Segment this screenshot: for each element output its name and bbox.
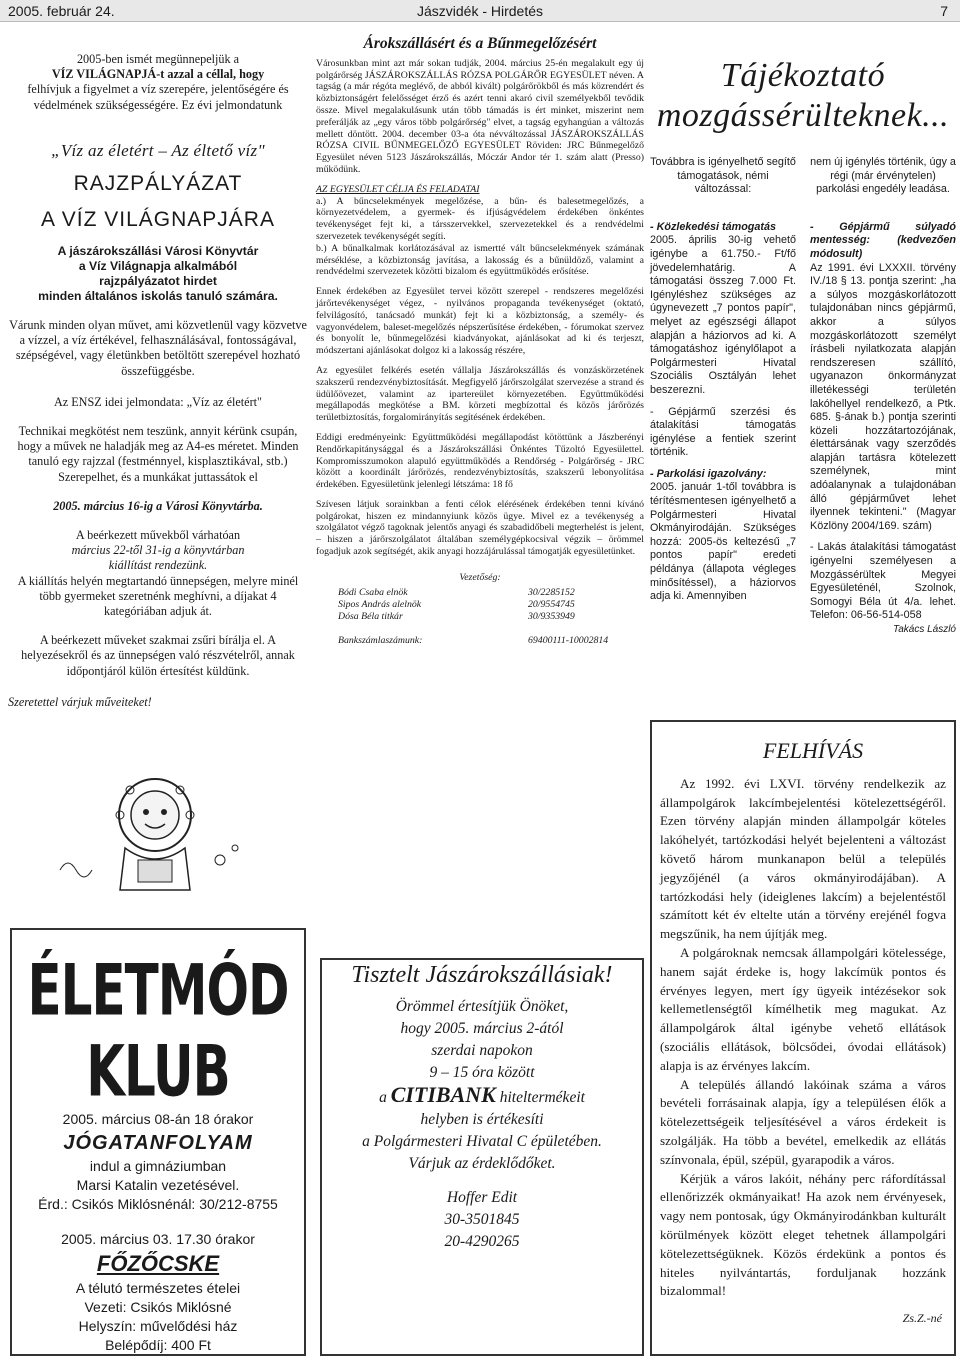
text-block: nem új igénylés történik, úgy a régi (már érvénytelen) parkolási engedély leadása. — [810, 156, 956, 196]
ad-line: helyben is értékesíti — [420, 1111, 544, 1128]
ad-line: hogy 2005. március 2-ától — [400, 1020, 564, 1037]
contact-name: Hoffer Edit — [446, 1189, 518, 1206]
board-member — [338, 611, 644, 623]
ad-line: 9 – 15 óra között — [429, 1064, 535, 1081]
bank-label: Bankszámlaszámunk: — [338, 634, 423, 646]
text-block: 2005. január 1-től továbbra is térítésmentesen igényelhető a Polgármesteri Hivatal Okmányirodáján. Szükséges hozzá: 2005-ös keltezésű „7 pontos papír" eredeti példánya (állapota végleges minősítéssel), a háziorvos adja ki. Amennyiben — [650, 481, 796, 603]
text-block: 2005. április 30-ig vehető igénybe a 61.750.- Ft/fő jövedelemhatárig. A támogatási összeg 7.000 Ft. Igényléshez szükséges az úgynevezett „7 pontos papír", melyet az egészségi állapot alapján a háziorvos ad ki. A támogatáshoz igénylőlapot a Polgármesteri Hivatal Szociális Osztályán lehet beszerezni. — [650, 234, 796, 396]
signature: Szeretettel várjuk műveiteket! — [8, 694, 152, 709]
contact-phone: 30-3501845 — [444, 1211, 520, 1228]
text-block: - Gépjármű súlyadó mentesség: (kedvezően módosult) — [810, 220, 956, 260]
text-block: Az 1991. évi LXXXII. törvény IV./18 § 13. pontja szerint: „ha a súlyos mozgáskorlátozott tulajdonában nincs gépjármű, akkor a súlyos mozgáskorlátozott személyt írásbeli nyilatkozata alapján rendszeresen szállító, ugyanazon önkormányzat illetékességi területén lakóhellyel rendelkező, a Ptk. 685. §-ának b.) pontja szerinti közeli hozzátartozójának, élettársának vagy szerződés alapján tartásra kötelezett személynek, mint adóalanynak a tulajdonában álló gépjárművet lehet ilyennek tekinteni." (Magyar Közlöny 2004/169. szám) — [810, 261, 956, 532]
board-member — [338, 587, 644, 599]
signature: Takács László — [893, 624, 956, 635]
notice-paragraph: Az 1992. évi LXVI. törvény rendelkezik az állampolgárok lakcímbejelentési kötelezettségéről. Ezen törvény alapján minden állampolgár köteles lakóhelyét, tartózkodási helyét bejelenteni a változást követő három munkanapon belül a település jegyzőjénél (a város okmányirodájában). A tartózkodási hely (ideiglenes lakcím) a bejelentéstől számított két év eltelte után a törvény erejénél fogva megszűnik, ha nem újítják meg. — [660, 775, 946, 942]
page-number: 7 — [940, 3, 948, 19]
board-member — [338, 599, 644, 611]
klub-title: ÉLETMÓD KLUB — [27, 950, 289, 1113]
header-title: Jászvidék - Hirdetés — [416, 3, 544, 19]
klub-line: 2005. március 03. 17.30 órakor — [61, 1231, 255, 1247]
body-paragraph: A beérkezett műveket szakmai zsűri bírálja el. A helyezésekről és az ünnepségen való részvételről, annak időpontjáról külön értesítést küldünk. — [21, 633, 295, 678]
citibank-ad — [320, 958, 644, 1356]
body-paragraph: Ennek érdekében az Egyesület tervei között szerepel - rendszeres megelőzési járőrtevékenységet végez, - nyilvános propaganda tevékenységet (oktató, felvilágosító, tanácsadó munkát) fejt ki a közbiztonság, a személy- és vagyonvédelem, baleset-megelőzés népszerűsítése érdekében, - fórumokat szervez és bonyolít le, bűnmegelőzési kiadványokat, ajánlásokat ad ki és terjeszt, módszertani ajánlásokat dolgoz ki a lakosság részére, — [316, 286, 644, 357]
notice-paragraph: A polgároknak nemcsak állampolgári kötelessége, hanem saját érdeke is, hogy lakcímük pontos és érvényes legyen, mert így ügyeik intézésekor sok kellemetlenségtől kímélhetik meg magukat. Az állampolgárok által igénybe vehető ellátások (szociális ellátások, bölcsődei, óvodai ellátások) alapja is az érvényes lakcím. — [660, 944, 946, 1073]
klub-line: Helyszín: művelődési ház — [78, 1318, 238, 1334]
intro-line: védelmének szükségességére. Ez évi jelmondatunk — [33, 97, 283, 112]
klub-line: Érd.: Csikós Miklósnénál: 30/212-8755 — [38, 1196, 278, 1212]
ad-line: szerdai napokon — [431, 1042, 533, 1059]
board-list — [316, 572, 644, 647]
diver-illustration — [20, 760, 290, 900]
body-paragraph: A kiállítás helyén megtartandó ünnepségen, melyre minél több gyermeket szeretnénk meghívni, a díjakat 4 kategóriában adjuk át. — [17, 573, 299, 619]
ad-line: a Polgármesteri Hivatal C épületében. — [362, 1133, 602, 1150]
bank-name: CITIBANK — [390, 1082, 496, 1107]
rajz-title-1: RAJZPÁLYÁZAT — [73, 172, 243, 196]
bank-number: 69400111-10002814 — [528, 634, 609, 646]
lead-line: minden általános iskolás tanuló számára. — [38, 289, 278, 304]
body-paragraph: Az egyesület felkérés esetén vállalja Jászárokszállás és vonzáskörzetének szakszerű rendezvénybiztosítását. Megfigyelő járőrszolgálat szervezése a strand és üdülőövezet, valamint az ipartereület környezetében. Együttműködési megállapodás megkötése a BM. körzeti megbízottal és közös járőrözés területbiztosítás, forgalomirányítás segítésének érdekében. — [316, 364, 644, 424]
section-subheading: AZ EGYESÜLET CÉLJA ÉS FELADATAI — [316, 183, 480, 195]
mozgasserult-article — [650, 38, 956, 698]
exhib-line: március 22-től 31-ig a könyvtárban — [71, 543, 245, 558]
body-paragraph: Városunkban mint azt már sokan tudják, 2004. március 25-én megalakult egy új polgárőrség JÁSZÁROKSZÁLLÁS RÓZSA POLGÁRŐR EGYESÜLET néven. A tagság (a már régóta meglévő, de abból kivált) polgárőrökből és más közrendért és közbiztonságért felelősséget érző és azért tenni akaró civil személyekből tevődik össze. Mivel megalakulásunk után több támadás is ért minket, miszerint nem preferálják az „egy város több polgárőrség" elvet, a tagság egyhangúan a változás mellett döntött. 2004. december 03-a óta névváltozással JÁSZÁROKSZÁLLÁS RÓZSA CIVIL BŰNMEGELŐZŐ EGYESÜLET Röviden: JRC Bűnmegelőző Egyesület néven 5123 Jászárokszállás, Móczár Andor tér 1. szám alatt (Presso) működünk. — [316, 57, 644, 175]
body-paragraph: b.) A bűnalkalmak korlátozásával az ismertté vált bűncselekmények számának mérséklése, a közbiztonság javítása, a lakosság és a bűnüldöző, valamint a rendvédelmi szervezetek közötti bizalom és együttműködés erősítése. — [316, 242, 644, 278]
member-phone: 30/2285152 — [528, 586, 575, 598]
board-label: Vezetőség: — [459, 571, 501, 583]
notice-paragraph: Kérjük a város lakóit, néhány perc ráfordítással ellenőrizzék okmányaikat! Ha azok nem érvényesek, vagy nem pontosak, úgy Okmányirodánkban kulturált körülmények között eleget tehetnek állampolgári kötelezettségüknek. Közös érdekünk a pontos és hiteles nyilvántartás, forduljanak hozzánk bizalommal! — [660, 1170, 946, 1299]
column-b — [810, 156, 956, 637]
ensz-motto: Az ENSZ idei jelmondata: „Víz az életért" — [53, 394, 262, 409]
klub-line: Marsi Katalin vezetésével. — [76, 1177, 240, 1193]
klub-line: Vezeti: Csikós Miklósné — [84, 1299, 232, 1315]
lead-line: A jászárokszállási Városi Könyvtár — [57, 244, 259, 259]
bank-account — [338, 635, 644, 647]
header-date: 2005. február 24. — [8, 3, 115, 19]
body-paragraph: Technikai megkötést nem teszünk, annyit kérünk csupán, hogy a művek ne haladják meg az A4-es méretet. Minden tanuló egy rajzzal (festménnyel, kisplasztikával, stb.) Szerepelhet, és a munkákat juttassátok el — [17, 424, 299, 484]
title-line-2: mozgássérülteknek... — [656, 97, 950, 134]
deadline: 2005. március 16-ig a Városi Könyvtárba. — [53, 498, 263, 513]
member-name: Dósa Béla titkár — [338, 610, 403, 622]
signature: Zs.Z.-né — [902, 1311, 942, 1326]
article-headline: Árokszállásért és a Bűnmegelőzésért — [363, 35, 597, 52]
intro-line: 2005-ben ismét megünnepeljük a — [76, 52, 240, 66]
klub-event-title: JÓGATANFOLYAM — [63, 1132, 253, 1154]
motto: „Víz az életért – Az éltető víz" — [51, 140, 265, 160]
lead-line: rajzpályázatot hirdet — [99, 274, 217, 289]
jrc-article — [316, 35, 644, 908]
member-name: Bódi Csaba elnök — [338, 586, 408, 598]
exhib-line: A beérkezett művekből várhatóan — [75, 528, 241, 543]
rajz-title-2: A VÍZ VILÁGNAPJÁRA — [41, 208, 275, 232]
lead-line: a Víz Világnapja alkalmából — [78, 259, 238, 274]
body-paragraph: a.) A bűncselekmények megelőzése, a bűn- és balesetmegelőzés, a környezetvédelem, a gyermek- és ifjúságvédelem érdekében önkéntes tevékenységet fejt ki, a társszervekkel, szervezetekkel és a rendvédelmi szervezetek tevékenységét segíti. — [316, 195, 644, 242]
text-block: - Lakás átalakítási támogatást igényelni személyesen a Mozgássérültek Megyei Egyesületénél, Szolnok, Somogyi Béla út 4/a. lehet. Telefon: 06-56-514-058 — [810, 541, 956, 622]
member-phone: 30/9353949 — [528, 610, 575, 622]
text-block: - Gépjármű szerzési és átalakítási támogatás igénylése a fentiek szerint történik. — [650, 405, 796, 459]
member-name: Sipos András alelnök — [338, 598, 422, 610]
body-paragraph: Eddigi eredményeink: Együttműködési megállapodást kötöttünk a Jászberényi Rendőrkapitánysággal és a Jászárokszállási Önkéntes Tűzoltó Egyesülettel. Kompromisszumokon alapuló együttműködés a Rendőrség - Polgárőrség - JRC között a koordinált járőrözés, rendezvénybiztosítás, szakszerű lebonyolítása érdekében. Egyesületünk jelenlegi létszáma: 18 fő — [316, 431, 644, 491]
ad-line: Várjuk az érdeklődőket. — [408, 1155, 556, 1172]
felhivas-notice — [650, 720, 956, 1356]
intro-line: VÍZ VILÁGNAPJÁ-t azzal a céllal, hogy — [51, 67, 265, 82]
two-column-body — [650, 156, 956, 637]
klub-line: indul a gimnáziumban — [89, 1158, 227, 1174]
member-phone: 20/9554745 — [528, 598, 575, 610]
column-a — [650, 156, 796, 637]
ad-text: hiteltermékeit — [499, 1089, 585, 1106]
text-block: - Parkolási igazolvány: — [650, 467, 767, 480]
notice-paragraph: A település állandó lakóinak száma a város bevételi forrásainak alapja, így a településen élők a kötelezettségeik teljesítésével a város érdekeit is szolgálják. Ha több a bevétel, emelkedik az ellátás színvonala, épül, szépül, gyarapodik a város. — [660, 1076, 946, 1167]
text-block: - Közlekedési támogatás — [650, 220, 777, 233]
klub-event-title: FŐZŐCSKE — [96, 1251, 220, 1276]
ad-title: Tisztelt Jászárokszállásiak! — [351, 962, 613, 988]
body-paragraph: Szívesen látjuk sorainkban a fenti célok elérésének érdekében tenni kívánó polgárokat, hiszen ez mindannyiunk közös ügye. Mivel ez a tevékenység a szolgálatot végző tagoknak jelentős anyagi és szabadidőbeli megterhelést is jelent, – hiszen a járőrszolgálatot általában személygépkocsival végzik – örömmel fogadjuk azok segítségét, akik anyagi hozzájárulással támogatják egyesületünket. — [316, 498, 644, 558]
contact-phone: 20-4290265 — [444, 1233, 520, 1250]
klub-line: A télutó természetes ételei — [75, 1280, 241, 1296]
intro-line: felhívjuk a figyelmet a víz szerepére, jelentőségére és — [27, 82, 289, 97]
klub-line: 2005. március 08-án 18 órakor — [62, 1111, 254, 1127]
ad-line: a CITIBANK hiteltermékeit — [379, 1082, 585, 1107]
ad-line: Örömmel értesítjük Önöket, — [395, 998, 569, 1015]
title-line-1: Tájékoztató — [720, 57, 886, 94]
klub-line: Belépődíj: 400 Ft — [105, 1337, 211, 1353]
eletmod-klub-ad — [10, 928, 306, 1356]
text-block: Továbbra is igényelhető segítő támogatások, némi változással: — [650, 156, 796, 196]
body-paragraph: Várunk minden olyan művet, ami közvetlenül vagy közvetve a vízzel, a víz értékével, felhasználásával, fontosságával, szépségével, vagy életünkben betöltött szerepével hozható összefüggésbe. — [9, 318, 307, 378]
notice-title: FELHÍVÁS — [762, 738, 864, 763]
page-header — [0, 0, 960, 22]
exhib-line: kiállítást rendezünk. — [108, 558, 208, 573]
